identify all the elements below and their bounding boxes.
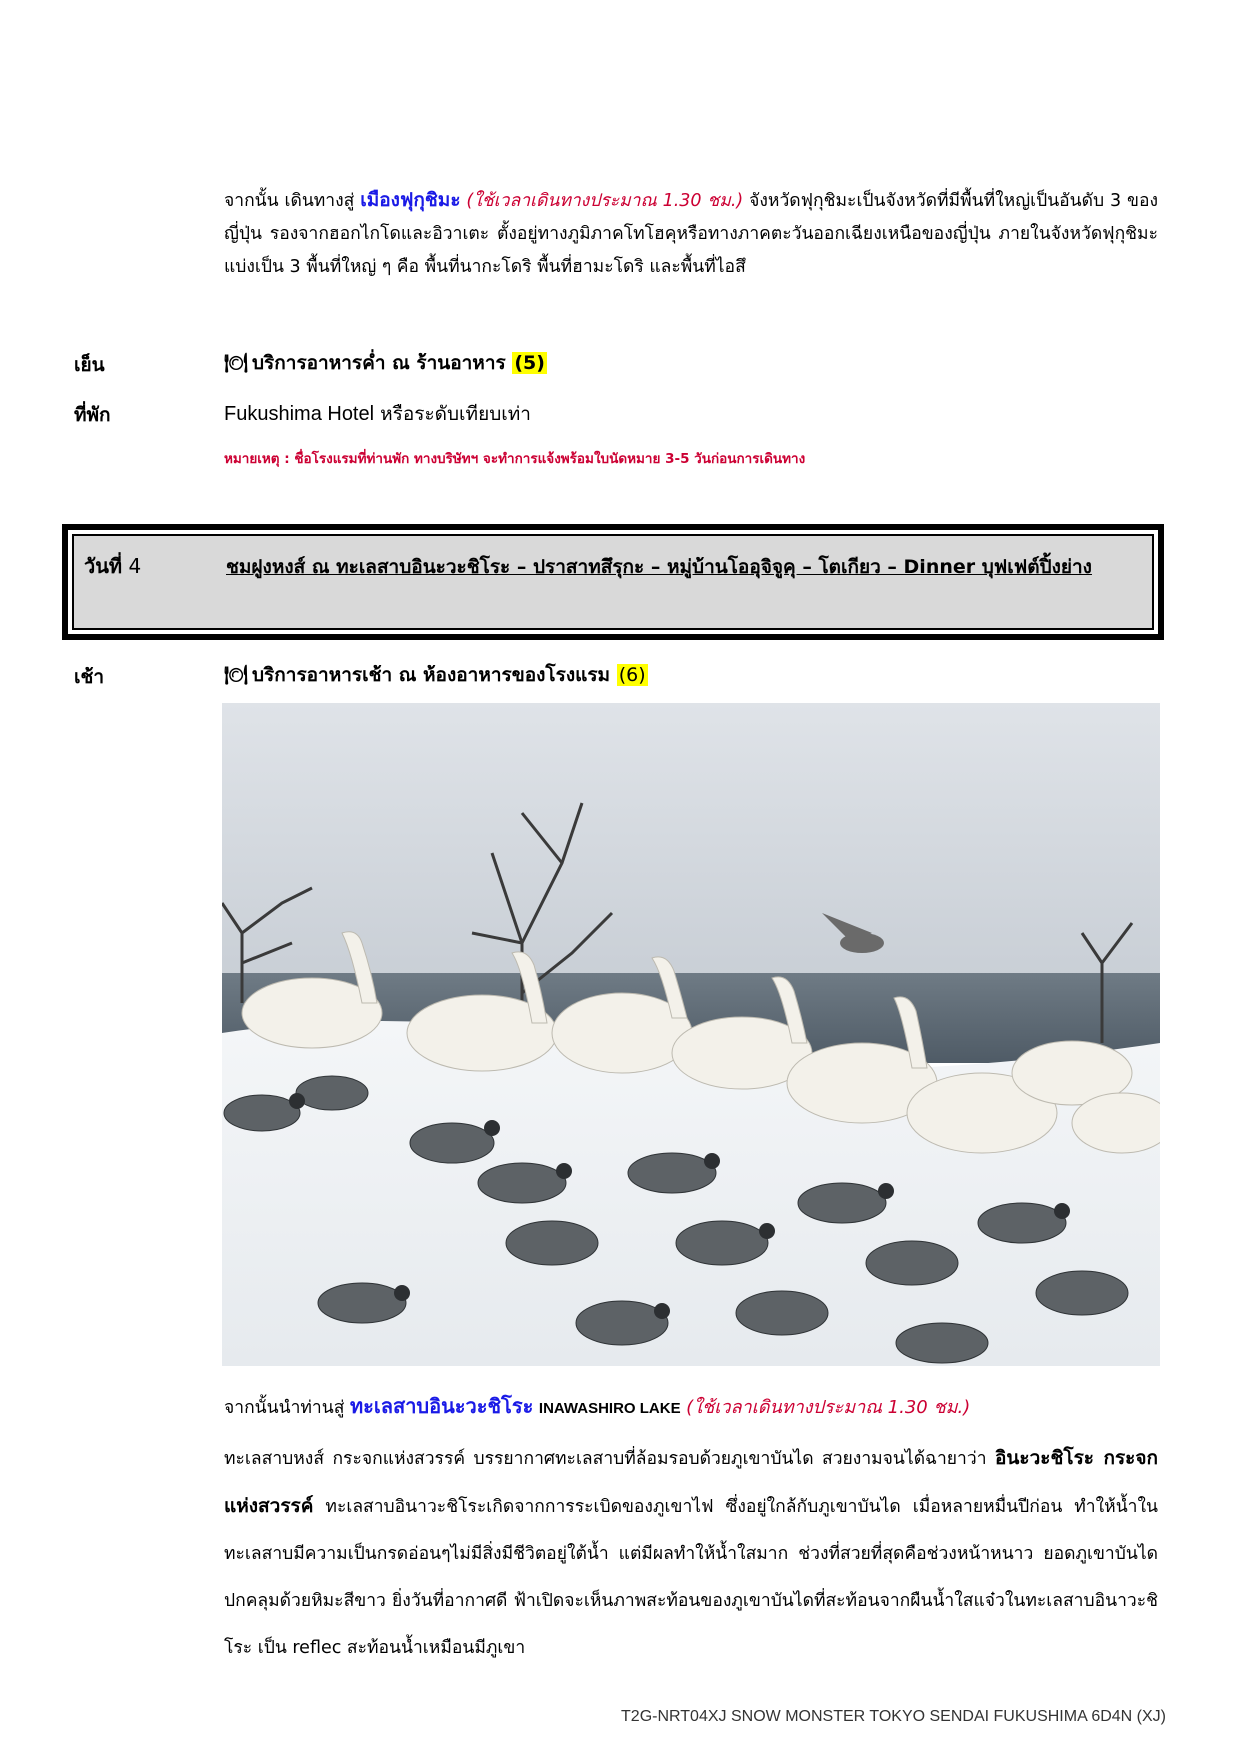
travel-time: (ใช้เวลาเดินทางประมาณ 1.30 ชม.) [466,191,744,211]
intro-paragraph [224,184,1158,284]
hotel-label: ที่พัก [74,404,111,426]
city-name: เมืองฟุกุชิมะ [360,189,461,211]
intro-body: จังหวัดฟุกุชิมะเป็นจังหวัดที่มีพื้นที่ใหญ่เป็นอันดับ 3 ของญี่ปุ่น รองจากฮอกไกโดและอิวาเตะ ตั้งอยู่ทางภูมิภาคโทโฮคุหรือทางภาคตะวันออกเฉียงเหนือของญี่ปุ่น ภายในจังหวัดฟุกุชิมะแบ่งเป็น 3 พื้นที่ใหญ่ ๆ คือ พื้นที่นากะโดริ พื้นที่ฮามะโดริ และพื้นที่ไอสึ [224,191,1158,277]
day-number: 4 [128,554,142,578]
dining-icon: 🍽 [224,352,249,374]
lake-desc-2: ทะเลสาบอินาวะชิโระเกิดจากการระเบิดของภูเขาไฟ ซึ่งอยู่ใกล้กับภูเขาบันได เมื่อหลายหมื่นปีก่อน ทำให้น้ำในทะเลสาบมีความเป็นกรดอ่อนๆไม่มีสิ่งมีชีวิตอยู่ใต้น้ำ แต่มีผลทำให้น้ำใสมาก ช่วงที่สวยที่สุดคือช่วงหน้าหนาว ยอดภูเขาบันไดปกคลุมด้วยหิมะสีขาว ยิ่งวันที่อากาศดี ฟ้าเปิดจะเห็นภาพสะท้อนของภูเขาบันไดที่สะท้อนจากผืนน้ำใสแจ๋วในทะเลสาบอินาวะชิโระ เป็น reflec สะท้อนน้ำเหมือนมีภูเขา [224,1497,1158,1658]
breakfast-row [224,660,648,690]
hotel-name: Fukushima Hotel [224,403,375,425]
lake-prefix: จากนั้นนำท่านสู่ [224,1398,350,1418]
hotel-note: หมายเหตุ : ชื่อโรงแรมที่ท่านพัก ทางบริษัทฯ จะทำการแจ้งพร้อมใบนัดหมาย 3-5 วันก่อนการเดินทาง [224,451,806,467]
lake-desc-1: ทะเลสาบหงส์ กระจกแห่งสวรรค์ บรรยากาศทะเลสาบที่ล้อมรอบด้วยภูเขาบันได สวยงามจนได้ฉายาว่า [224,1449,995,1469]
lake-name-en: INAWASHIRO LAKE [538,1400,681,1417]
lake-name-th: ทะเลสาบอินะวะชิโระ [349,1394,534,1418]
swans-lake-photo [222,703,1160,1366]
dinner-text: บริการอาหารค่ำ ณ ร้านอาหาร [252,352,506,374]
hotel-suffix: หรือระดับเทียบเท่า [374,403,531,425]
hotel-row [224,399,531,429]
lake-description [224,1435,1158,1672]
day-header-inner [72,534,1154,630]
dinner-row [224,348,547,378]
lake-travel-time: (ใช้เวลาเดินทางประมาณ 1.30 ชม.) [686,1397,971,1418]
breakfast-text: บริการอาหารเช้า ณ ห้องอาหารของโรงแรม [252,664,611,686]
intro-prefix: จากนั้น เดินทางสู่ [224,191,361,211]
day-label-prefix: วันที่ [84,554,123,578]
day-header-box [62,524,1164,640]
breakfast-label: เช้า [74,666,105,688]
dinner-meal-number: (5) [514,352,545,374]
lake-desc-bold: อินะวะชิโระ กระจกแห่งสวรรค์ [224,1447,1159,1517]
lake-intro [224,1390,970,1422]
footer-code: T2G-NRT04XJ SNOW MONSTER TOKYO SENDAI FUKUSHIMA 6D4N (XJ) [621,1708,1166,1725]
day-label [84,550,141,582]
dining-icon: 🍽 [224,664,249,686]
day-title: ชมฝูงหงส์ ณ ทะเลสาบอินะวะชิโระ – ปราสาทสึรุกะ – หมู่บ้านโออุจิจูคุ – โตเกียว – Dinner บุฟเฟต์ปิ้งย่าง [226,556,1092,578]
dinner-label: เย็น [74,354,105,376]
breakfast-meal-number: (6) [618,664,646,686]
